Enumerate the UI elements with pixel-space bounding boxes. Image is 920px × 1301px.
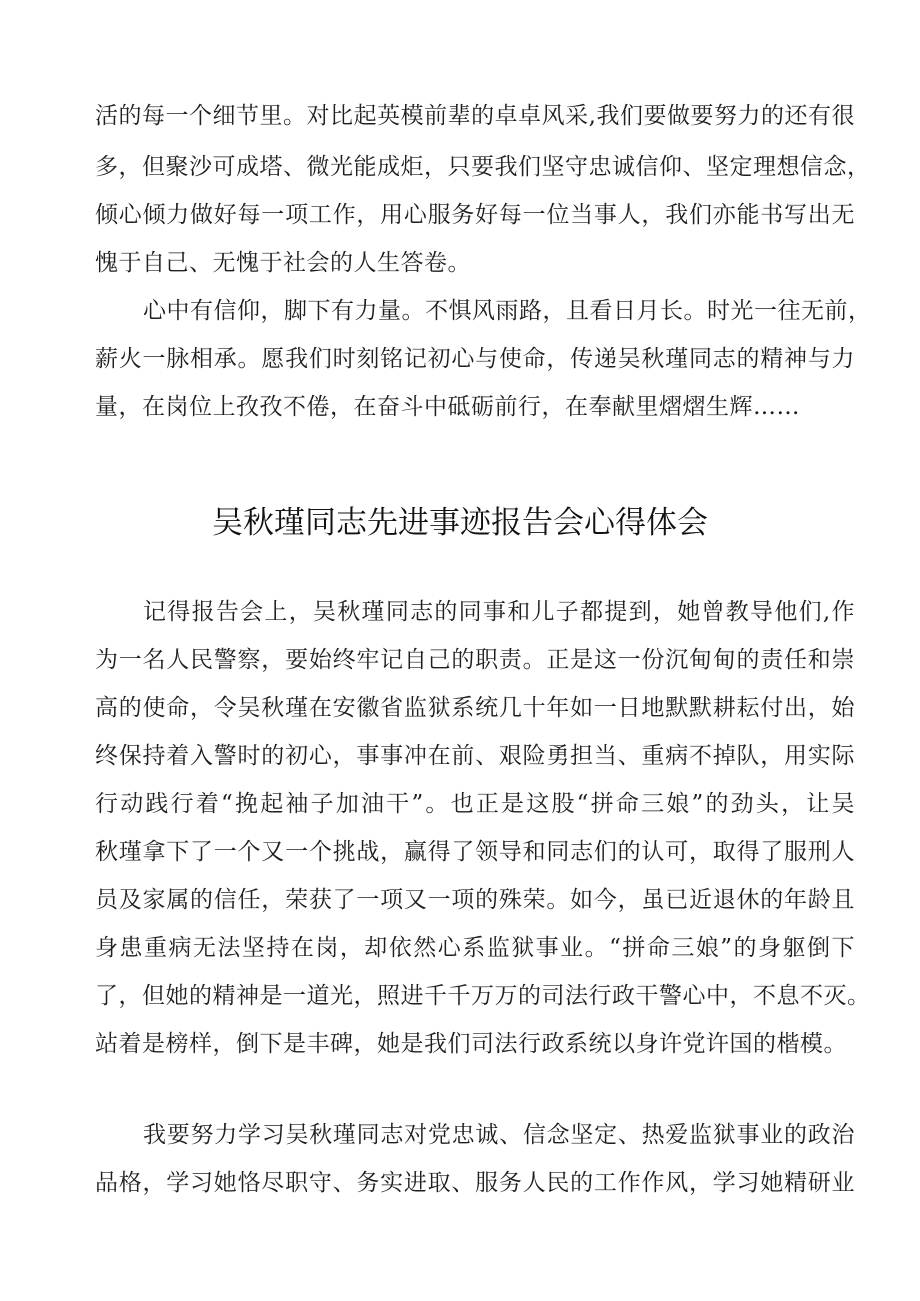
- paragraph-line: 薪火一脉相承。愿我们时刻铭记初心与使命，传递吴秋瑾同志的精神与力: [95, 346, 855, 372]
- paragraph-line: 活的每一个细节里。对比起英模前辈的卓卓风采,我们要做要努力的还有很: [95, 103, 855, 129]
- paragraph-line: 身患重病无法坚持在岗，却依然心系监狱事业。“拼命三娘”的身躯倒下: [95, 935, 855, 961]
- paragraph-line: 多，但聚沙可成塔、微光能成炬，只要我们坚守忠诚信仰、坚定理想信念，: [95, 154, 871, 180]
- paragraph-line: 品格，学习她恪尽职守、务实进取、服务人民的工作作风，学习她精研业: [95, 1170, 855, 1196]
- paragraph-line: 终保持着入警时的初心，事事冲在前、艰险勇担当、重病不掉队，用实际: [95, 743, 855, 769]
- paragraph-line: 愧于自己、无愧于社会的人生答卷。: [95, 250, 471, 276]
- paragraph-line: 员及家属的信任，荣获了一项又一项的殊荣。如今，虽已近退休的年龄且: [95, 887, 855, 913]
- paragraph-line: 我要努力学习吴秋瑾同志对党忠诚、信念坚定、热爱监狱事业的政治: [143, 1122, 855, 1148]
- paragraph-line: 了，但她的精神是一道光，照进千千万万的司法行政干警心中，不息不灭。: [95, 983, 871, 1009]
- paragraph-line: 为一名人民警察，要始终牢记自己的职责。正是这一份沉甸甸的责任和崇: [95, 647, 855, 673]
- paragraph-line: 量，在岗位上孜孜不倦，在奋斗中砥砺前行，在奉献里熠熠生辉……: [95, 394, 800, 420]
- paragraph-line: 站着是榜样，倒下是丰碑，她是我们司法行政系统以身许党许国的楷模。: [95, 1031, 847, 1057]
- paragraph-line: 行动践行着“挽起袖子加油干”。也正是这股“拼命三娘”的劲头，让吴: [95, 791, 855, 817]
- paragraph-line: 秋瑾拿下了一个又一个挑战，赢得了领导和同志们的认可，取得了服刑人: [95, 839, 855, 865]
- paragraph-line: 高的使命，令吴秋瑾在安徽省监狱系统几十年如一日地默默耕耘付出，始: [95, 695, 855, 721]
- section-title: 吴秋瑾同志先进事迹报告会心得体会: [212, 505, 708, 541]
- paragraph-line: 倾心倾力做好每一项工作，用心服务好每一位当事人，我们亦能书写出无: [95, 202, 855, 228]
- paragraph-line: 心中有信仰，脚下有力量。不惧风雨路，且看日月长。时光一往无前，: [143, 298, 872, 324]
- paragraph-line: 记得报告会上，吴秋瑾同志的同事和儿子都提到，她曾教导他们,作: [143, 599, 855, 625]
